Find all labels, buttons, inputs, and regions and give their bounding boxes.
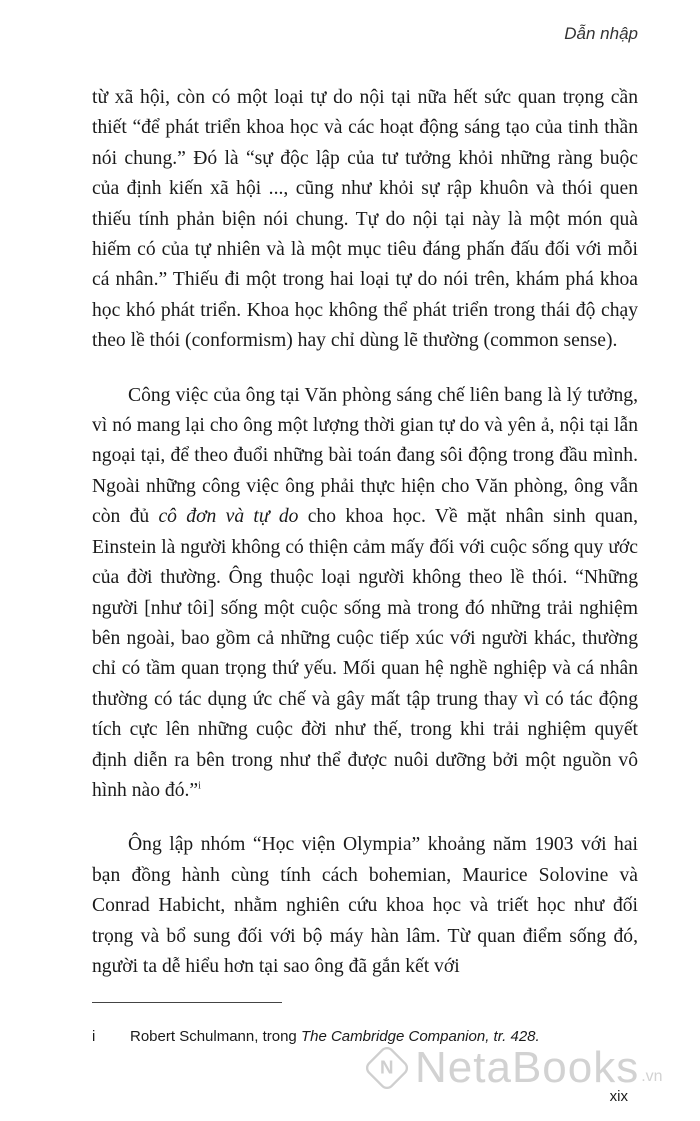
paragraph-2-italic: cô đơn và tự do <box>158 506 299 528</box>
paragraph-3: Ông lập nhóm “Học viện Olympia” khoảng năm 1903 với hai bạn đồng hành cùng tính cách bohemian, Maurice Solovine và Conrad Habicht, nhằm nghiên cứu khoa học và triết học như đối trọng và bổ sung đối với bộ máy hàn lâm. Từ quan điểm sống đó, người ta dễ hiểu hơn tại sao ông đã gắn kết với <box>92 834 638 977</box>
footnote-mark: i <box>92 1028 96 1045</box>
footnote-text: Robert Schulmann, trong <box>130 1028 301 1045</box>
watermark <box>365 1043 663 1092</box>
body-text <box>92 83 638 982</box>
watermark-brand: NetaBooks <box>415 1043 640 1092</box>
footnote-title: The Cambridge Companion, tr. 428. <box>300 1028 540 1045</box>
running-head: Dẫn nhập <box>564 24 638 43</box>
netabooks-logo-icon: N <box>363 1044 412 1093</box>
paragraph-2 <box>92 381 638 807</box>
paragraph-2-text-a: Công việc của ông tại Văn phòng sáng chế liên bang là lý tưởng, vì nó mang lại cho ông một lượng thời gian tự do và yên ả, nội tại lẫn ngoại tại, để theo đuổi những bài toán đang sôi động trong đầu mình. Ngoài những công việc ông phải thực hiện cho Văn phòng, ông vẫn còn đủ <box>92 384 638 528</box>
footnote-divider <box>92 1002 282 1003</box>
page-number: xix <box>609 1088 628 1105</box>
watermark-domain: .vn <box>641 1068 663 1085</box>
footnote-reference[interactable]: i <box>198 780 201 792</box>
paragraph-2-text-b: cho khoa học. Về mặt nhân sinh quan, Einstein là người không có thiện cảm mấy đối với cuộc sống quy ước của đời thường. Ông thuộc loại người không theo lề thói. “Những người [như tôi] sống một cuộc sống mà trong đó những trải nghiệm bên ngoài, bao gồm cả những cuộc tiếp xúc với người khác, thường chỉ có tầm quan trọng thứ yếu. Mối quan hệ nghề nghiệp và cá nhân thường có tác dụng ức chế và gây mất tập trung thay vì có tác động tích cực lên những cuộc đời như thế, trong khi trải nghiệm quyết định diễn ra bên trong như thể được nuôi dưỡng bởi một nguồn vô hình nào đó.” <box>92 506 638 801</box>
paragraph-1: từ xã hội, còn có một loại tự do nội tại nữa hết sức quan trọng cần thiết “để phát triển khoa học và các hoạt động sáng tạo của tinh thần nói chung.” Đó là “sự độc lập của tư tưởng khỏi những ràng buộc của định kiến xã hội ..., cũng như khỏi sự rập khuôn và thói quen thiếu tính phản biện nói chung. Tự do nội tại này là một món quà hiếm có của tự nhiên và là một mục tiêu đáng phấn đấu đối với mỗi cá nhân.” Thiếu đi một trong hai loại tự do nói trên, khám phá khoa học khó phát triển. Khoa học không thể phát triển trong thái độ chạy theo lề thói (conformism) hay chỉ dùng lẽ thường (common sense). <box>92 87 638 352</box>
